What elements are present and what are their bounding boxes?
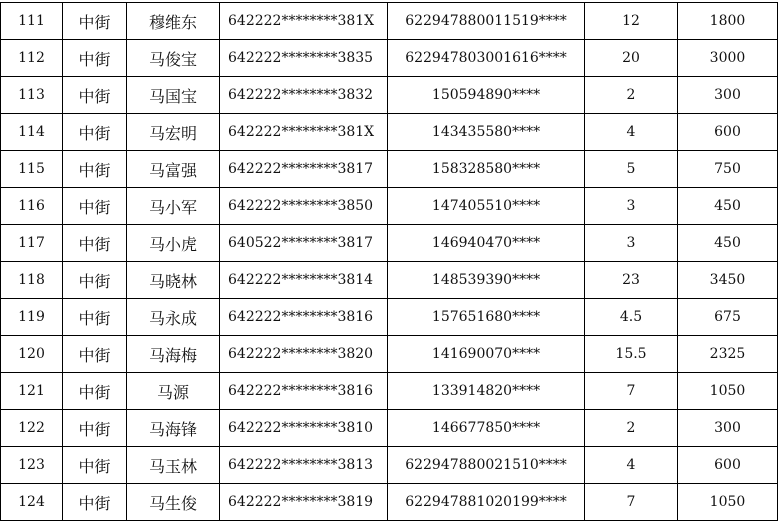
table-row	[1, 3, 778, 40]
id-card-cell: 642222********3816	[220, 299, 388, 336]
amount-cell: 450	[678, 188, 778, 225]
area-cell: 2	[585, 77, 678, 114]
table-row	[1, 262, 778, 299]
table-row	[1, 484, 778, 521]
id-card-cell: 642222********381X	[220, 114, 388, 151]
area-cell: 4.5	[585, 299, 678, 336]
village-cell: 中街	[63, 299, 127, 336]
account-cell: 147405510****	[388, 188, 585, 225]
village-cell: 中街	[63, 225, 127, 262]
area-cell: 4	[585, 114, 678, 151]
table-row	[1, 225, 778, 262]
seq-cell: 111	[1, 3, 63, 40]
table-row	[1, 40, 778, 77]
village-cell: 中街	[63, 188, 127, 225]
seq-cell: 120	[1, 336, 63, 373]
account-cell: 622947803001616****	[388, 40, 585, 77]
account-cell: 148539390****	[388, 262, 585, 299]
name-cell: 马源	[127, 373, 220, 410]
name-cell: 马俊宝	[127, 40, 220, 77]
account-cell: 150594890****	[388, 77, 585, 114]
subsidy-table	[0, 2, 778, 521]
id-card-cell: 640522********3817	[220, 225, 388, 262]
name-cell: 马海梅	[127, 336, 220, 373]
table-row	[1, 188, 778, 225]
name-cell: 马小军	[127, 188, 220, 225]
id-card-cell: 642222********3820	[220, 336, 388, 373]
area-cell: 20	[585, 40, 678, 77]
account-cell: 622947881020199****	[388, 484, 585, 521]
village-cell: 中街	[63, 484, 127, 521]
id-card-cell: 642222********3813	[220, 447, 388, 484]
amount-cell: 300	[678, 77, 778, 114]
name-cell: 马国宝	[127, 77, 220, 114]
seq-cell: 122	[1, 410, 63, 447]
name-cell: 马宏明	[127, 114, 220, 151]
table-row	[1, 114, 778, 151]
table-row	[1, 410, 778, 447]
account-cell: 146940470****	[388, 225, 585, 262]
id-card-cell: 642222********3816	[220, 373, 388, 410]
amount-cell: 2325	[678, 336, 778, 373]
id-card-cell: 642222********3832	[220, 77, 388, 114]
id-card-cell: 642222********3810	[220, 410, 388, 447]
name-cell: 马小虎	[127, 225, 220, 262]
account-cell: 146677850****	[388, 410, 585, 447]
name-cell: 马永成	[127, 299, 220, 336]
amount-cell: 1050	[678, 484, 778, 521]
account-cell: 622947880021510****	[388, 447, 585, 484]
area-cell: 2	[585, 410, 678, 447]
table-row	[1, 151, 778, 188]
village-cell: 中街	[63, 336, 127, 373]
amount-cell: 1050	[678, 373, 778, 410]
name-cell: 穆维东	[127, 3, 220, 40]
table-row	[1, 77, 778, 114]
amount-cell: 3450	[678, 262, 778, 299]
area-cell: 3	[585, 225, 678, 262]
account-cell: 622947880011519****	[388, 3, 585, 40]
seq-cell: 114	[1, 114, 63, 151]
seq-cell: 121	[1, 373, 63, 410]
seq-cell: 117	[1, 225, 63, 262]
seq-cell: 112	[1, 40, 63, 77]
seq-cell: 115	[1, 151, 63, 188]
village-cell: 中街	[63, 40, 127, 77]
id-card-cell: 642222********3819	[220, 484, 388, 521]
village-cell: 中街	[63, 77, 127, 114]
table-body	[1, 3, 778, 521]
name-cell: 马玉林	[127, 447, 220, 484]
account-cell: 143435580****	[388, 114, 585, 151]
area-cell: 12	[585, 3, 678, 40]
account-cell: 157651680****	[388, 299, 585, 336]
area-cell: 15.5	[585, 336, 678, 373]
village-cell: 中街	[63, 373, 127, 410]
table-row	[1, 447, 778, 484]
table-row	[1, 336, 778, 373]
area-cell: 3	[585, 188, 678, 225]
area-cell: 7	[585, 373, 678, 410]
name-cell: 马富强	[127, 151, 220, 188]
account-cell: 141690070****	[388, 336, 585, 373]
amount-cell: 750	[678, 151, 778, 188]
village-cell: 中街	[63, 3, 127, 40]
village-cell: 中街	[63, 114, 127, 151]
village-cell: 中街	[63, 262, 127, 299]
area-cell: 23	[585, 262, 678, 299]
seq-cell: 124	[1, 484, 63, 521]
table-row	[1, 299, 778, 336]
amount-cell: 600	[678, 114, 778, 151]
area-cell: 5	[585, 151, 678, 188]
seq-cell: 118	[1, 262, 63, 299]
amount-cell: 450	[678, 225, 778, 262]
id-card-cell: 642222********3814	[220, 262, 388, 299]
amount-cell: 675	[678, 299, 778, 336]
table-row	[1, 373, 778, 410]
village-cell: 中街	[63, 151, 127, 188]
name-cell: 马海锋	[127, 410, 220, 447]
amount-cell: 300	[678, 410, 778, 447]
name-cell: 马生俊	[127, 484, 220, 521]
id-card-cell: 642222********381X	[220, 3, 388, 40]
area-cell: 4	[585, 447, 678, 484]
village-cell: 中街	[63, 447, 127, 484]
seq-cell: 123	[1, 447, 63, 484]
account-cell: 158328580****	[388, 151, 585, 188]
seq-cell: 116	[1, 188, 63, 225]
id-card-cell: 642222********3817	[220, 151, 388, 188]
seq-cell: 119	[1, 299, 63, 336]
amount-cell: 1800	[678, 3, 778, 40]
area-cell: 7	[585, 484, 678, 521]
amount-cell: 600	[678, 447, 778, 484]
name-cell: 马晓林	[127, 262, 220, 299]
account-cell: 133914820****	[388, 373, 585, 410]
amount-cell: 3000	[678, 40, 778, 77]
id-card-cell: 642222********3835	[220, 40, 388, 77]
seq-cell: 113	[1, 77, 63, 114]
id-card-cell: 642222********3850	[220, 188, 388, 225]
village-cell: 中街	[63, 410, 127, 447]
